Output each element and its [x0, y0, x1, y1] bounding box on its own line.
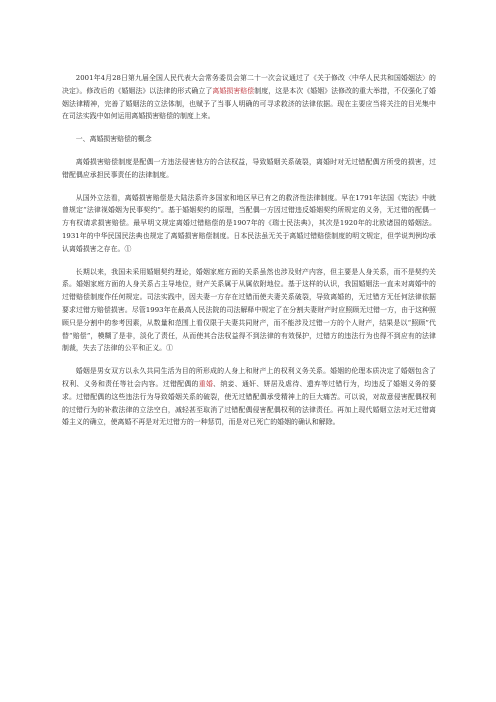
paragraph-marriage-ethics — [62, 365, 436, 429]
paragraph-definition: 离婚损害赔偿制度是配偶一方违法侵害他方的合法权益，导致婚姻关系破裂，离婚时对无过错配偶方所受的损害，过错配偶应承担民事责任的法律制度。 — [62, 157, 436, 179]
paragraph-ethics-text-after: 、纳妾、通奸、姘居及虐待、遗弃等过错行为，均违反了婚姻义务的要求。过错配偶的这些违法行为导致婚姻关系的破裂，使无过错配偶承受精神上的巨大痛苦。可以说，对故意侵害配偶权利的过错行为的补救法律的立法空白，减轻甚至取消了过错配偶侵害配偶权利的法律责任。再加上现代婚姻立法对无过错离婚主义的确立，使离婚不再是对无过错方的一种惩罚，而是对已死亡的婚姻的确认和解除。 — [62, 379, 437, 427]
paragraph-intro — [62, 72, 436, 123]
paragraph-domestic-history: 长期以来，我国未采用婚姻契约理论，婚姻家庭方面的关系虽然也涉及财产内容，但主要是人身关系，而不是契约关系。婚姻家庭方面的人身关系占主导地位，财产关系属于从属依附地位。基于这样的认识，我国婚姻法一直未对离婚中的过错赔偿制度作任何规定。司法实践中，因夫妻一方存在过错而使夫妻关系破裂，导致离婚的，无过错方无任何法律依据要求过错方赔偿损害。尽管1993年在最高人民法院的司法解释中规定了在分割夫妻财产时应照顾无过错一方，由于这种照顾只是分割中的参考因素，从数量和范围上看仅限于夫妻共同财产，而不能涉及过错一方的个人财产，结果是以“照顾”代替“赔偿”，模糊了是非，淡化了责任，从而使其合法权益得不到法律的有效保护，过错方的违法行为也得不到应有的法律制裁，失去了法律的公平和正义。① — [62, 267, 436, 353]
paragraph-intro-text-after: 制度，这是本次《婚姻》法修改的重大举措，不仅强化了婚姻法律精神，完善了婚姻法的立法体制，也赋予了当事人明确的可寻求救济的法律依据。现在主要应当将关注的目光集中在司法实践中如何运用离婚损害赔偿的制度上来。 — [62, 86, 436, 121]
paragraph-ethics-text-before: 婚姻是男女双方以永久共同生活为目的所形成的人身上和财产上的权利义务关系。婚姻的伦理本质决定了婚姻包含了权利、义务和责任等社会内容。过错配偶的 — [62, 367, 436, 388]
highlight-link-bigamy[interactable]: 重婚 — [198, 379, 214, 388]
paragraph-intro-text-before: 2001年4月28日第九届全国人民代表大会常务委员会第二十一次会议通过了《关于修改〈中华人民共和国婚姻法〉的决定》。修改后的《婚姻法》以法律的形式确立了 — [62, 74, 436, 95]
highlight-link-divorce-damages[interactable]: 离婚损害赔偿 — [212, 86, 255, 95]
section-heading: 一、离婚损害赔偿的概念 — [75, 135, 152, 144]
paragraph-foreign-law: 从国外立法看，离婚损害赔偿是大陆法系许多国家和地区早已有之的救济性法律制度。早在1791年法国《宪法》中就曾规定“法律视婚姻为民事契约”。基于婚姻契约的原理，当配偶一方因过错违反婚姻契约所规定的义务，无过错的配偶一方有权请求损害赔偿。最早明文规定离婚过错赔偿的是1907年的《瑞士民法典》，其次是1920年的北欧诸国的婚姻法。1931年的中华民国民法典也规定了离婚损害赔偿制度。日本民法虽无关于离婚过错赔偿制度的明文规定，但学说判例均承认离婚损害之存在。① — [62, 193, 436, 253]
